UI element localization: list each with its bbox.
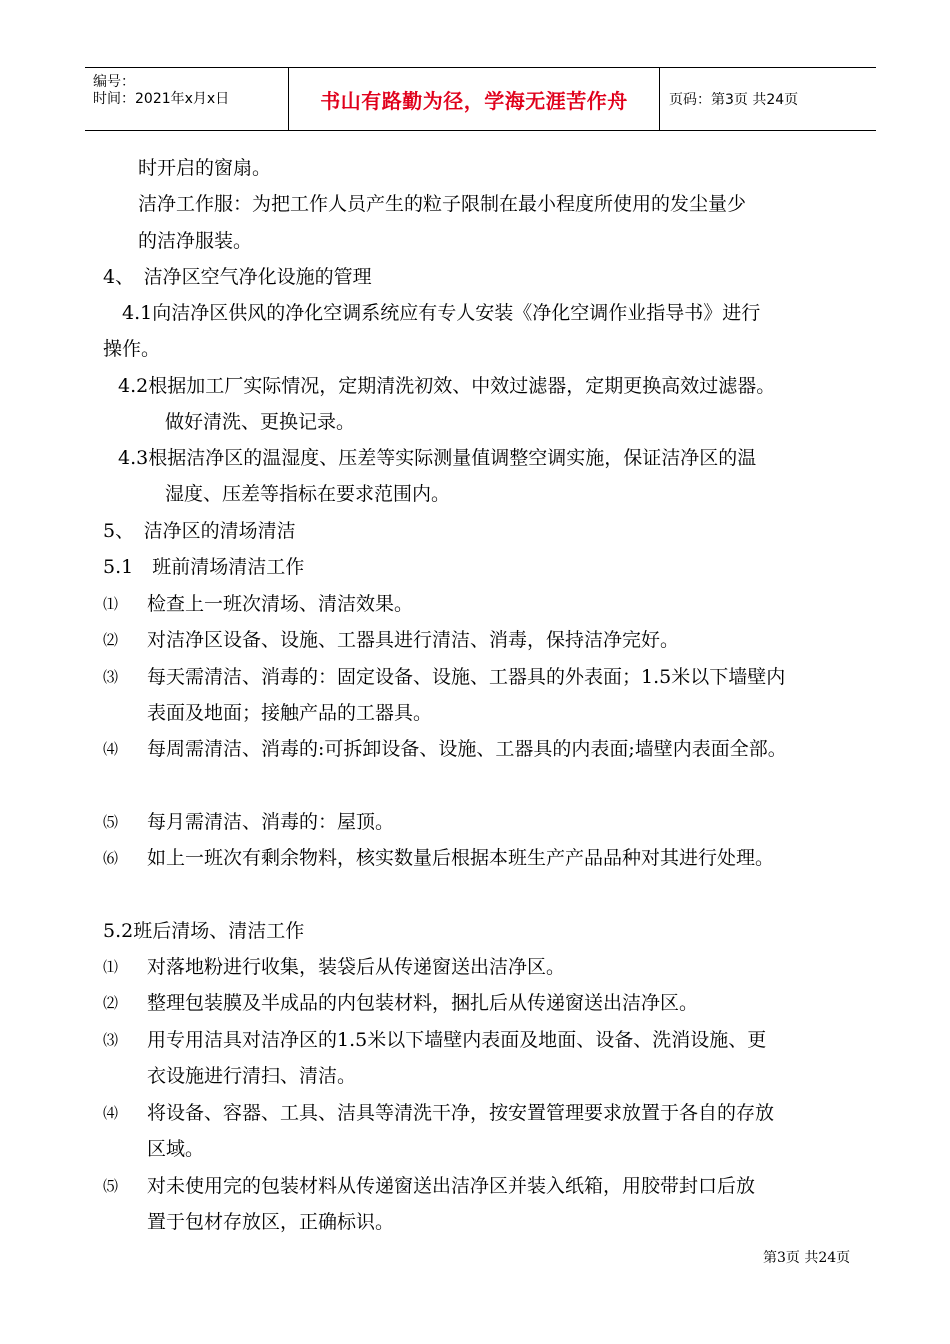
header-page-cell — [660, 68, 876, 130]
list-marker: ⑷ — [103, 1104, 119, 1122]
text-line: 4.3根据洁净区的温湿度、压差等实际测量值调整空调实施，保证洁净区的温 — [118, 447, 757, 469]
list-item: 将设备、容器、工具、洁具等清洗干净，按安置管理要求放置于各自的存放 — [147, 1102, 775, 1124]
document-date-label: 时间：2021年x月x日 — [93, 91, 230, 107]
list-item-continuation: 区域。 — [147, 1138, 205, 1160]
footer-page-number: 第3页 共24页 — [763, 1250, 851, 1266]
section-heading: 4、 洁净区空气净化设施的管理 — [103, 266, 372, 288]
list-item-continuation: 表面及地面；接触产品的工器具。 — [147, 702, 433, 724]
list-item: 用专用洁具对洁净区的1.5米以下墙壁内表面及地面、设备、洗消设施、更 — [147, 1029, 767, 1051]
list-marker: ⑴ — [103, 595, 119, 613]
list-item: 对洁净区设备、设施、工器具进行清洁、消毒，保持洁净完好。 — [147, 629, 680, 651]
header-motto-cell — [288, 68, 660, 130]
list-marker: ⑸ — [103, 1177, 119, 1195]
list-marker: ⑴ — [103, 958, 119, 976]
list-marker: ⑸ — [103, 813, 119, 831]
text-line: 4.1向洁净区供风的净化空调系统应有专人安装《净化空调作业指导书》进行 — [122, 302, 761, 324]
list-item: 检查上一班次清场、清洁效果。 — [147, 593, 414, 615]
list-item: 对未使用完的包装材料从传递窗送出洁净区并装入纸箱，用胶带封口后放 — [147, 1175, 756, 1197]
list-marker: ⑷ — [103, 740, 119, 758]
list-marker: ⑵ — [103, 994, 119, 1012]
list-marker: ⑶ — [103, 668, 119, 686]
list-marker: ⑶ — [103, 1031, 119, 1049]
subsection-heading: 5.2班后清场、清洁工作 — [103, 920, 305, 942]
list-item: 整理包装膜及半成品的内包装材料，捆扎后从传递窗送出洁净区。 — [147, 992, 699, 1014]
text-line: 4.2根据加工厂实际情况，定期清洗初效、中效过滤器，定期更换高效过滤器。 — [118, 375, 776, 397]
header-left-cell — [85, 68, 288, 130]
header-table — [85, 67, 876, 131]
list-item: 对落地粉进行收集，装袋后从传递窗送出洁净区。 — [147, 956, 566, 978]
text-line: 洁净工作服：为把工作人员产生的粒子限制在最小程度所使用的发尘量少 — [138, 193, 747, 215]
list-item: 每天需清洁、消毒的：固定设备、设施、工器具的外表面；1.5米以下墙壁内 — [147, 666, 786, 688]
list-item: 如上一班次有剩余物料，核实数量后根据本班生产产品品种对其进行处理。 — [147, 847, 775, 869]
text-line: 时开启的窗扇。 — [138, 157, 272, 179]
text-line: 的洁净服装。 — [138, 230, 253, 252]
list-item-continuation: 衣设施进行清扫、清洁。 — [147, 1065, 357, 1087]
subsection-heading: 5.1 班前清场清洁工作 — [103, 556, 305, 578]
list-item: 每月需清洁、消毒的：屋顶。 — [147, 811, 395, 833]
list-item-continuation: 置于包材存放区，正确标识。 — [147, 1211, 395, 1233]
header-page-number: 页码：第3页 共24页 — [669, 92, 799, 108]
text-line: 操作。 — [103, 338, 161, 360]
list-marker: ⑹ — [103, 849, 119, 867]
text-line: 做好清洗、更换记录。 — [165, 411, 356, 433]
text-line: 湿度、压差等指标在要求范围内。 — [165, 483, 451, 505]
list-item: 每周需清洁、消毒的:可拆卸设备、设施、工器具的内表面;墙壁内表面全部。 — [147, 738, 787, 760]
document-code-label: 编号： — [93, 74, 135, 90]
list-marker: ⑵ — [103, 631, 119, 649]
section-heading: 5、 洁净区的清场清洁 — [103, 520, 296, 542]
header-motto: 书山有路勤为径，学海无涯苦作舟 — [320, 88, 628, 113]
